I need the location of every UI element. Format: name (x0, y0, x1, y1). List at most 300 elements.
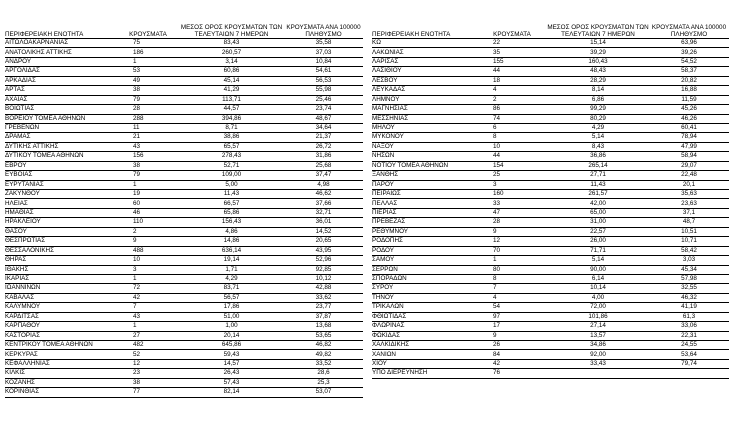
table-row (5, 48, 363, 57)
region-cell: ΚΑΡΠΑΘΟΥ (5, 322, 117, 331)
avg7-cell: 56,57 (179, 293, 284, 302)
region-cell: ΜΗΛΟΥ (372, 123, 477, 132)
avg7-cell: 44,57 (179, 105, 284, 114)
cases-cell: 8 (477, 274, 547, 283)
cases-cell: 49 (117, 76, 179, 85)
cases-cell: 9 (477, 331, 547, 340)
cases-cell: 79 (117, 171, 179, 180)
per100k-cell: 11,59 (649, 95, 729, 104)
per100k-cell: 22,31 (649, 331, 729, 340)
avg7-cell: 13,57 (547, 331, 649, 340)
cases-cell: 2 (117, 227, 179, 236)
avg7-cell: 5,14 (547, 133, 649, 142)
cases-cell: 7 (477, 284, 547, 293)
cases-cell: 17 (477, 322, 547, 331)
per100k-cell: 48,7 (649, 218, 729, 227)
table-row (5, 123, 363, 132)
avg7-cell: 65,86 (179, 208, 284, 217)
cases-cell: 75 (117, 39, 179, 48)
per100k-cell: 33,62 (284, 293, 363, 302)
cases-cell: 12 (477, 237, 547, 246)
table-row (5, 359, 363, 368)
region-cell: ΣΑΜΟΥ (372, 256, 477, 265)
avg7-cell: 645,86 (179, 341, 284, 350)
cases-cell: 1 (117, 274, 179, 283)
avg7-cell: 5,00 (179, 180, 284, 189)
avg7-cell: 92,00 (547, 350, 649, 359)
cases-cell: 43 (117, 312, 179, 321)
per100k-cell: 10,12 (284, 274, 363, 283)
per100k-cell: 26,72 (284, 142, 363, 151)
table-row (5, 350, 363, 359)
header-cases: ΚΡΟΥΣΜΑΤΑ (477, 6, 547, 39)
avg7-cell: 72,00 (547, 303, 649, 312)
table-row (372, 142, 729, 151)
cases-cell: 44 (477, 67, 547, 76)
region-cell: ΘΕΣΣΑΛΟΝΙΚΗΣ (5, 246, 117, 255)
table-row (372, 171, 729, 180)
avg7-cell: 156,43 (179, 218, 284, 227)
avg7-cell: 14,86 (179, 237, 284, 246)
region-cell: ΚΙΛΚΙΣ (5, 369, 117, 378)
table-row (5, 322, 363, 331)
avg7-cell: 3,14 (179, 57, 284, 66)
right-table (372, 6, 729, 379)
per100k-cell: 31,86 (284, 152, 363, 161)
cases-cell: 80 (477, 265, 547, 274)
region-cell: ΒΟΡΕΙΟΥ ΤΟΜΕΑ ΑΘΗΝΩΝ (5, 114, 117, 123)
table-row (372, 95, 729, 104)
per100k-cell: 32,71 (284, 208, 363, 217)
region-cell: ΚΕΡΚΥΡΑΣ (5, 350, 117, 359)
avg7-cell: 57,43 (179, 378, 284, 387)
region-cell: ΘΑΣΟΥ (5, 227, 117, 236)
region-cell: ΜΕΣΣΗΝΙΑΣ (372, 114, 477, 123)
header-region: ΠΕΡΙΦΕΡΕΙΑΚΗ ΕΝΟΤΗΤΑ (5, 6, 117, 39)
per100k-cell: 22,48 (649, 171, 729, 180)
avg7-cell: 636,14 (179, 246, 284, 255)
header-region: ΠΕΡΙΦΕΡΕΙΑΚΗ ΕΝΟΤΗΤΑ (372, 6, 477, 39)
table-row (5, 180, 363, 189)
region-cell: ΚΩ (372, 39, 477, 48)
avg7-cell: 38,86 (179, 133, 284, 142)
region-cell: ΣΕΡΡΩΝ (372, 265, 477, 274)
region-cell: ΝΟΤΙΟΥ ΤΟΜΕΑ ΑΘΗΝΩΝ (372, 161, 477, 170)
table-row (5, 171, 363, 180)
table-row (5, 227, 363, 236)
region-cell: ΛΕΥΚΑΔΑΣ (372, 86, 477, 95)
per100k-cell: 55,98 (284, 86, 363, 95)
region-cell: ΠΙΕΡΙΑΣ (372, 208, 477, 217)
avg7-cell: 59,43 (179, 350, 284, 359)
table-row (5, 39, 363, 48)
cases-cell: 156 (117, 152, 179, 161)
cases-cell: 9 (477, 227, 547, 236)
avg7-cell: 26,43 (179, 369, 284, 378)
per100k-cell: 54,52 (649, 57, 729, 66)
region-cell: ΛΑΣΙΘΙΟΥ (372, 67, 477, 76)
per100k-cell: 21,37 (284, 133, 363, 142)
avg7-cell: 80,29 (547, 114, 649, 123)
per100k-cell: 60,41 (649, 123, 729, 132)
region-cell: ΙΘΑΚΗΣ (5, 265, 117, 274)
per100k-cell: 29,07 (649, 161, 729, 170)
table-row (5, 152, 363, 161)
table-row (5, 312, 363, 321)
per100k-cell: 46,62 (284, 190, 363, 199)
region-cell: ΔΥΤΙΚΟΥ ΤΟΜΕΑ ΑΘΗΝΩΝ (5, 152, 117, 161)
per100k-cell: 20,65 (284, 237, 363, 246)
cases-cell: 35 (477, 48, 547, 57)
region-cell: ΧΑΛΚΙΔΙΚΗΣ (372, 341, 477, 350)
avg7-cell: 278,43 (179, 152, 284, 161)
per100k-cell: 54,61 (284, 67, 363, 76)
per100k-cell: 48,67 (284, 114, 363, 123)
avg7-cell: 34,86 (547, 341, 649, 350)
region-cell: ΡΟΔΟΠΗΣ (372, 237, 477, 246)
table-row (5, 369, 363, 378)
region-cell: ΗΡΑΚΛΕΙΟΥ (5, 218, 117, 227)
region-cell: ΚΕΝΤΡΙΚΟΥ ΤΟΜΕΑ ΑΘΗΝΩΝ (5, 341, 117, 350)
avg7-cell: 66,57 (179, 199, 284, 208)
header-per100k: ΚΡΟΥΣΜΑΤΑ ΑΝΑ 100000 ΠΛΗΘΥΣΜΟ (284, 6, 363, 39)
avg7-cell: 4,86 (179, 227, 284, 236)
table-row (5, 114, 363, 123)
cases-cell: 11 (117, 123, 179, 132)
avg7-cell: 5,14 (547, 256, 649, 265)
region-cell: ΑΡΤΑΣ (5, 86, 117, 95)
avg7-cell: 19,14 (179, 256, 284, 265)
table-row (5, 256, 363, 265)
per100k-cell: 58,42 (649, 246, 729, 255)
avg7-cell: 65,57 (179, 142, 284, 151)
avg7-cell: 109,00 (179, 171, 284, 180)
region-cell: ΝΗΣΩΝ (372, 152, 477, 161)
table-row (372, 57, 729, 66)
table-row (372, 284, 729, 293)
per100k-cell: 35,58 (284, 39, 363, 48)
avg7-cell: 99,29 (547, 105, 649, 114)
cases-cell: 27 (117, 331, 179, 340)
table-row (372, 303, 729, 312)
per100k-cell: 35,63 (649, 190, 729, 199)
per100k-cell: 46,82 (284, 341, 363, 350)
per100k-cell: 45,26 (649, 105, 729, 114)
per100k-cell: 33,52 (284, 359, 363, 368)
cases-cell: 33 (477, 199, 547, 208)
per100k-cell (649, 369, 729, 378)
avg7-cell: 8,71 (179, 123, 284, 132)
avg7-cell: 82,14 (179, 388, 284, 397)
avg7-cell: 4,00 (547, 293, 649, 302)
table-row (5, 246, 363, 255)
per100k-cell: 47,99 (649, 142, 729, 151)
table-row (372, 359, 729, 368)
per100k-cell: 61,3 (649, 312, 729, 321)
region-cell: ΖΑΚΥΝΘΟΥ (5, 190, 117, 199)
avg7-cell: 17,86 (179, 303, 284, 312)
right-table-body (372, 39, 729, 379)
per100k-cell: 36,01 (284, 218, 363, 227)
table-row (372, 265, 729, 274)
table-row (372, 105, 729, 114)
table-row (5, 218, 363, 227)
per100k-cell: 10,71 (649, 237, 729, 246)
avg7-cell: 83,71 (179, 284, 284, 293)
cases-cell: 60 (117, 199, 179, 208)
avg7-cell: 261,57 (547, 190, 649, 199)
region-cell: ΕΒΡΟΥ (5, 161, 117, 170)
per100k-cell: 10,84 (284, 57, 363, 66)
table-row (5, 265, 363, 274)
per100k-cell: 53,65 (284, 331, 363, 340)
cases-cell: 12 (117, 359, 179, 368)
per100k-cell: 37,47 (284, 171, 363, 180)
cases-cell: 10 (117, 256, 179, 265)
per100k-cell: 20,1 (649, 180, 729, 189)
avg7-cell (547, 369, 649, 378)
avg7-cell: 27,71 (547, 171, 649, 180)
region-cell: ΔΡΑΜΑΣ (5, 133, 117, 142)
left-header-row (5, 6, 363, 39)
cases-cell: 97 (477, 312, 547, 321)
per100k-cell: 24,55 (649, 341, 729, 350)
avg7-cell: 6,86 (547, 95, 649, 104)
region-cell: ΦΩΚΙΔΑΣ (372, 331, 477, 340)
table-row (372, 67, 729, 76)
table-row (372, 133, 729, 142)
table-row (5, 86, 363, 95)
per100k-cell: 49,82 (284, 350, 363, 359)
per100k-cell: 63,96 (649, 39, 729, 48)
avg7-cell: 28,29 (547, 76, 649, 85)
cases-cell: 8 (477, 133, 547, 142)
per100k-cell: 37,66 (284, 199, 363, 208)
cases-cell: 84 (477, 350, 547, 359)
table-row (372, 39, 729, 48)
avg7-cell: 160,43 (547, 57, 649, 66)
cases-cell: 9 (117, 237, 179, 246)
table-row (5, 293, 363, 302)
table-row (372, 199, 729, 208)
avg7-cell: 36,86 (547, 152, 649, 161)
cases-cell: 42 (477, 359, 547, 368)
table-row (372, 208, 729, 217)
per100k-cell: 33,06 (649, 322, 729, 331)
table-row (372, 237, 729, 246)
table-row (5, 133, 363, 142)
avg7-cell: 48,43 (547, 67, 649, 76)
per100k-cell: 78,94 (649, 133, 729, 142)
per100k-cell: 57,98 (649, 274, 729, 283)
per100k-cell: 20,82 (649, 76, 729, 85)
region-cell: ΛΗΜΝΟΥ (372, 95, 477, 104)
per100k-cell: 23,77 (284, 303, 363, 312)
region-cell: ΒΟΙΩΤΙΑΣ (5, 105, 117, 114)
avg7-cell: 33,43 (547, 359, 649, 368)
cases-cell: 4 (477, 293, 547, 302)
cases-cell: 6 (477, 123, 547, 132)
region-cell: ΤΗΝΟΥ (372, 293, 477, 302)
region-cell: ΑΝΔΡΟΥ (5, 57, 117, 66)
table-row (372, 293, 729, 302)
region-cell: ΔΥΤΙΚΗΣ ΑΤΤΙΚΗΣ (5, 142, 117, 151)
cases-cell: 86 (477, 105, 547, 114)
region-cell: ΑΡΓΟΛΙΔΑΣ (5, 67, 117, 76)
region-cell: ΕΥΒΟΙΑΣ (5, 171, 117, 180)
region-cell: ΦΛΩΡΙΝΑΣ (372, 322, 477, 331)
avg7-cell: 4,29 (179, 274, 284, 283)
table-row (5, 237, 363, 246)
avg7-cell: 265,14 (547, 161, 649, 170)
avg7-cell: 11,43 (547, 180, 649, 189)
per100k-cell: 4,98 (284, 180, 363, 189)
avg7-cell: 6,14 (547, 274, 649, 283)
region-cell: ΠΑΡΟΥ (372, 180, 477, 189)
cases-cell: 488 (117, 246, 179, 255)
cases-cell: 52 (117, 350, 179, 359)
per100k-cell: 41,19 (649, 303, 729, 312)
table-row (372, 274, 729, 283)
avg7-cell: 4,29 (547, 123, 649, 132)
region-cell: ΡΕΘΥΜΝΟΥ (372, 227, 477, 236)
avg7-cell: 60,86 (179, 67, 284, 76)
region-cell: ΛΑΡΙΣΑΣ (372, 57, 477, 66)
region-cell: ΛΕΣΒΟΥ (372, 76, 477, 85)
cases-cell: 19 (117, 190, 179, 199)
region-cell: ΚΑΛΥΜΝΟΥ (5, 303, 117, 312)
cases-cell: 1 (117, 57, 179, 66)
table-row (372, 312, 729, 321)
avg7-cell: 41,29 (179, 86, 284, 95)
per100k-cell: 10,51 (649, 227, 729, 236)
region-cell: ΕΥΡΥΤΑΝΙΑΣ (5, 180, 117, 189)
avg7-cell: 113,71 (179, 95, 284, 104)
right-header-row (372, 6, 729, 39)
cases-cell: 72 (117, 284, 179, 293)
per100k-cell: 42,88 (284, 284, 363, 293)
per100k-cell: 34,64 (284, 123, 363, 132)
header-per100k: ΚΡΟΥΣΜΑΤΑ ΑΝΑ 100000 ΠΛΗΘΥΣΜΟ (649, 6, 729, 39)
table-row (372, 152, 729, 161)
avg7-cell: 11,43 (179, 190, 284, 199)
region-cell: ΣΠΟΡΑΔΩΝ (372, 274, 477, 283)
avg7-cell: 51,00 (179, 312, 284, 321)
avg7-cell: 52,71 (179, 161, 284, 170)
region-cell: ΑΧΑΪΑΣ (5, 95, 117, 104)
table-row (372, 369, 729, 378)
header-avg7: ΜΕΣΟΣ ΟΡΟΣ ΚΡΟΥΣΜΑΤΩΝ ΤΩΝ ΤΕΛΕΥΤΑΙΩΝ 7 ΗΜΕΡΩΝ (547, 6, 649, 39)
header-avg7: ΜΕΣΟΣ ΟΡΟΣ ΚΡΟΥΣΜΑΤΩΝ ΤΩΝ ΤΕΛΕΥΤΑΙΩΝ 7 ΗΜΕΡΩΝ (179, 6, 284, 39)
avg7-cell: 27,14 (547, 322, 649, 331)
per100k-cell: 46,26 (649, 114, 729, 123)
cases-cell: 47 (477, 208, 547, 217)
region-cell: ΗΛΕΙΑΣ (5, 199, 117, 208)
per100k-cell: 28,6 (284, 369, 363, 378)
region-cell: ΜΑΓΝΗΣΙΑΣ (372, 105, 477, 114)
region-cell: ΗΜΑΘΙΑΣ (5, 208, 117, 217)
cases-cell: 154 (477, 161, 547, 170)
per100k-cell: 25,68 (284, 161, 363, 170)
cases-cell: 77 (117, 388, 179, 397)
left-table (5, 6, 363, 398)
per100k-cell: 79,74 (649, 359, 729, 368)
region-cell: ΠΕΙΡΑΙΩΣ (372, 190, 477, 199)
per100k-cell: 16,88 (649, 86, 729, 95)
cases-cell: 155 (477, 57, 547, 66)
table-row (5, 303, 363, 312)
avg7-cell: 42,00 (547, 199, 649, 208)
cases-cell: 25 (477, 171, 547, 180)
per100k-cell: 52,96 (284, 256, 363, 265)
avg7-cell: 101,86 (547, 312, 649, 321)
table-row (372, 218, 729, 227)
cases-cell: 42 (117, 293, 179, 302)
table-row (5, 190, 363, 199)
cases-cell: 28 (477, 218, 547, 227)
cases-cell: 1 (117, 322, 179, 331)
cases-cell: 38 (117, 86, 179, 95)
per100k-cell: 92,85 (284, 265, 363, 274)
region-cell: ΡΟΔΟΥ (372, 246, 477, 255)
table-row (372, 86, 729, 95)
table-row (372, 114, 729, 123)
region-cell: ΚΑΒΑΛΑΣ (5, 293, 117, 302)
table-row (372, 76, 729, 85)
region-cell: ΚΟΖΑΝΗΣ (5, 378, 117, 387)
table-row (5, 76, 363, 85)
per100k-cell: 39,26 (649, 48, 729, 57)
cases-cell: 4 (477, 86, 547, 95)
avg7-cell: 20,14 (179, 331, 284, 340)
per100k-cell: 43,95 (284, 246, 363, 255)
cases-cell: 7 (117, 303, 179, 312)
per100k-cell: 25,46 (284, 95, 363, 104)
table-row (372, 246, 729, 255)
cases-cell: 3 (117, 265, 179, 274)
cases-cell: 23 (117, 369, 179, 378)
cases-cell: 22 (477, 39, 547, 48)
cases-cell: 160 (477, 190, 547, 199)
table-row (372, 227, 729, 236)
cases-cell: 70 (477, 246, 547, 255)
table-row (5, 284, 363, 293)
cases-cell: 46 (117, 208, 179, 217)
region-cell: ΑΙΤΩΛΟΑΚΑΡΝΑΝΙΑΣ (5, 39, 117, 48)
avg7-cell: 8,43 (547, 142, 649, 151)
cases-cell: 21 (117, 133, 179, 142)
cases-cell: 10 (477, 142, 547, 151)
region-cell: ΠΕΛΛΑΣ (372, 199, 477, 208)
region-cell: ΚΑΡΔΙΤΣΑΣ (5, 312, 117, 321)
per100k-cell: 56,53 (284, 76, 363, 85)
table-row (5, 388, 363, 397)
per100k-cell: 3,03 (649, 256, 729, 265)
region-cell: ΓΡΕΒΕΝΩΝ (5, 123, 117, 132)
table-row (372, 48, 729, 57)
header-cases: ΚΡΟΥΣΜΑΤΑ (117, 6, 179, 39)
region-cell: ΧΙΟΥ (372, 359, 477, 368)
region-cell: ΥΠΟ ΔΙΕΡΕΥΝΗΣΗ (372, 369, 477, 378)
table-row (372, 161, 729, 170)
cases-cell: 54 (477, 303, 547, 312)
table-row (5, 161, 363, 170)
region-cell: ΜΥΚΟΝΟΥ (372, 133, 477, 142)
avg7-cell: 65,00 (547, 208, 649, 217)
region-cell: ΧΑΝΙΩΝ (372, 350, 477, 359)
region-cell: ΚΑΣΤΟΡΙΑΣ (5, 331, 117, 340)
avg7-cell: 31,00 (547, 218, 649, 227)
